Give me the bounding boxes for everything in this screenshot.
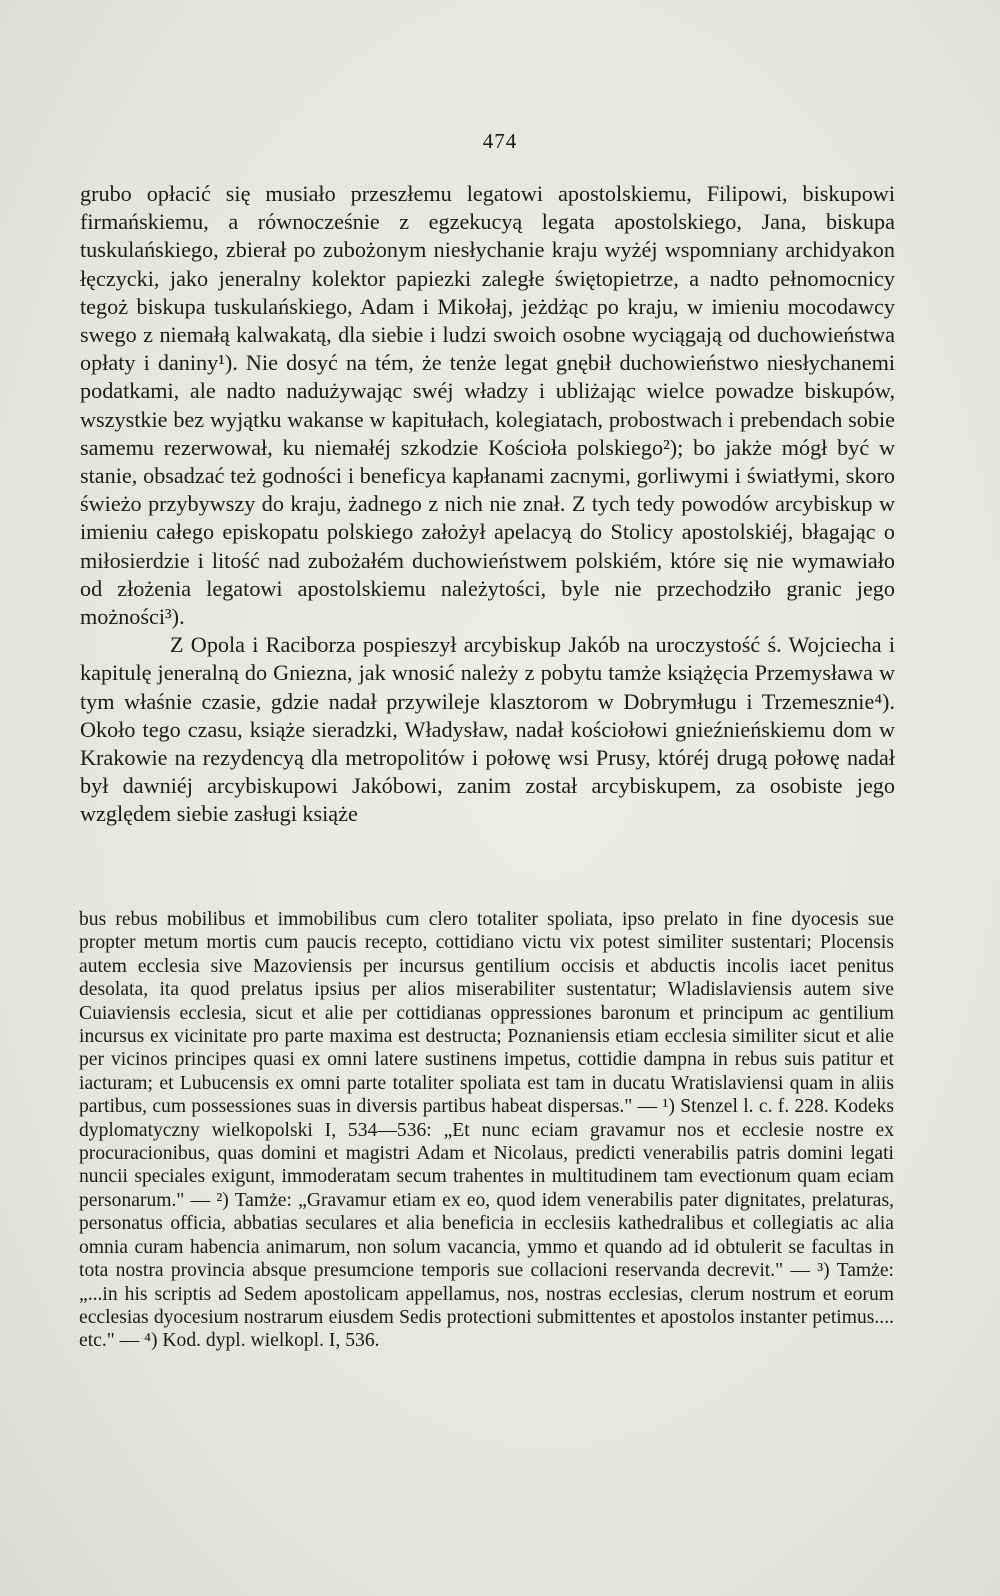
paragraph-2: Z Opola i Raciborza pospieszył arcybiskup Jakób na uroczystość ś. Wojciecha i kapitulę jeneralną do Gniezna, jak wnosić należy z pobytu tamże książęcia Przemysława w tym właśnie czasie, gdzie nadał przywileje klasztorom w Dobrymługu i Trzemesznie⁴). Około tego czasu, książe sieradzki, Władysław, nadał kościołowi gnieźnieńskiemu dom w Krakowie na rezydencyą dla metropolitów i połowę wsi Prusy, któréj drugą połowę nadał był dawniéj arcybiskupowi Jakóbowi, zanim został arcybiskupem, za osobiste jego względem siebie zasługi książe	[80, 632, 895, 827]
main-text	[80, 180, 895, 829]
page-number: 474	[482, 129, 518, 153]
footnote-text: bus rebus mobilibus et immobilibus cum clero totaliter spoliata, ipso prelato in fine dyocesis sue propter metum mortis cum paucis recepto, cottidiano victu vix potest similiter sustentari; Plocensis autem ecclesia sive Mazoviensis per incursus gentilium occisis et abductis incolis iacet penitus desolata, ita quod prelatus ipsius per alios miserabiliter sustentatur; Wladislaviensis autem sive Cuiaviensis ecclesia, sicut et alie per cottidianas oppressiones baronum et principum ac gentilium incursus ex vicinitate pro parte maxima est destructa; Poznaniensis etiam ecclesia similiter sicut et alie per vicinos principes quasi ex omni latere sustinens impetus, cottidie dampna in rebus suis patitur et iacturam; et Lubucensis ex omni parte totaliter spoliata est tam in ducatu Wratislaviensi quam in aliis partibus, cum possessiones suas in diversis partibus habeat dispersas." — ¹) Stenzel l. c. f. 228. Kodeks dyplomatyczny wielkopolski I, 534—536: „Et nunc eciam gravamur nos et ecclesie nostre ex procuracionibus, quas domini et magistri Adam et Nicolaus, predicti venerabilis patris domini legati nuncii speciales exigunt, immoderatam secum trahentes in multitudinem tam evectionum quam eciam personarum." — ²) Tamże: „Gravamur etiam ex eo, quod idem venerabilis pater dignitates, prelaturas, personatus officia, abbatias seculares et alia beneficia in ecclesiis kathedralibus et collegiatis ac alia omnia curam habencia animarum, non solum vacancia, ymmo et quando ad id obtulerit se facultas in tota nostra provincia absque presumcione temporis sue collacioni reservanda decrevit." — ³) Tamże: „...in his scriptis ad Sedem apostolicam appellamus, nos, nostras ecclesias, clerum nostrum et eorum ecclesias dyocesium nostrarum eiusdem Sedis protectioni submittentes et apostolos instanter petimus.... etc." — ⁴) Kod. dypl. wielkopl. I, 536.	[79, 909, 894, 1352]
footnotes	[79, 908, 894, 1353]
paragraph-1: grubo opłacić się musiało przeszłemu legatowi apostolskiemu, Filipowi, biskupowi firmańskiemu, a równocześnie z egzekucyą legata apostolskiego, Jana, biskupa tuskulańskiego, zbierał po zubożonym niesłychanie kraju wyżéj wspomniany archidyakon łęczycki, jako jeneralny kolektor papiezki zaległe świętopietrze, a nadto pełnomocnicy tegoż biskupa tuskulańskiego, Adam i Mikołaj, jeżdżąc po kraju, w imieniu mocodawcy swego z niemałą kalwakatą, dla siebie i ludzi swoich osobne wyciągają od duchowieństwa opłaty i daniny¹). Nie dosyć na tém, że tenże legat gnębił duchowieństwo niesłychanemi podatkami, ale nadto nadużywając swéj władzy i ubliżając wielce powadze biskupów, wszystkie bez wyjątku wakanse w kapitułach, kolegiatach, probostwach i prebendach sobie samemu rezerwował, ku niemałéj szkodzie Kościoła polskiego²); bo jakże mógł być w stanie, obsadzać też godności i beneficya kapłanami zacnymi, gorliwymi i światłymi, skoro świeżo przybywszy do kraju, żadnego z nich nie znał. Z tych tedy powodów arcybiskup w imieniu całego episkopatu polskiego założył apelacyą do Stolicy apostolskiéj, błagając o miłosierdzie i litość nad zubożałém duchowieństwem polskiém, które się nie wymawiało od złożenia legatowi apostolskiemu należytości, byle nie przechodziło granic jego możności³).	[80, 181, 895, 630]
